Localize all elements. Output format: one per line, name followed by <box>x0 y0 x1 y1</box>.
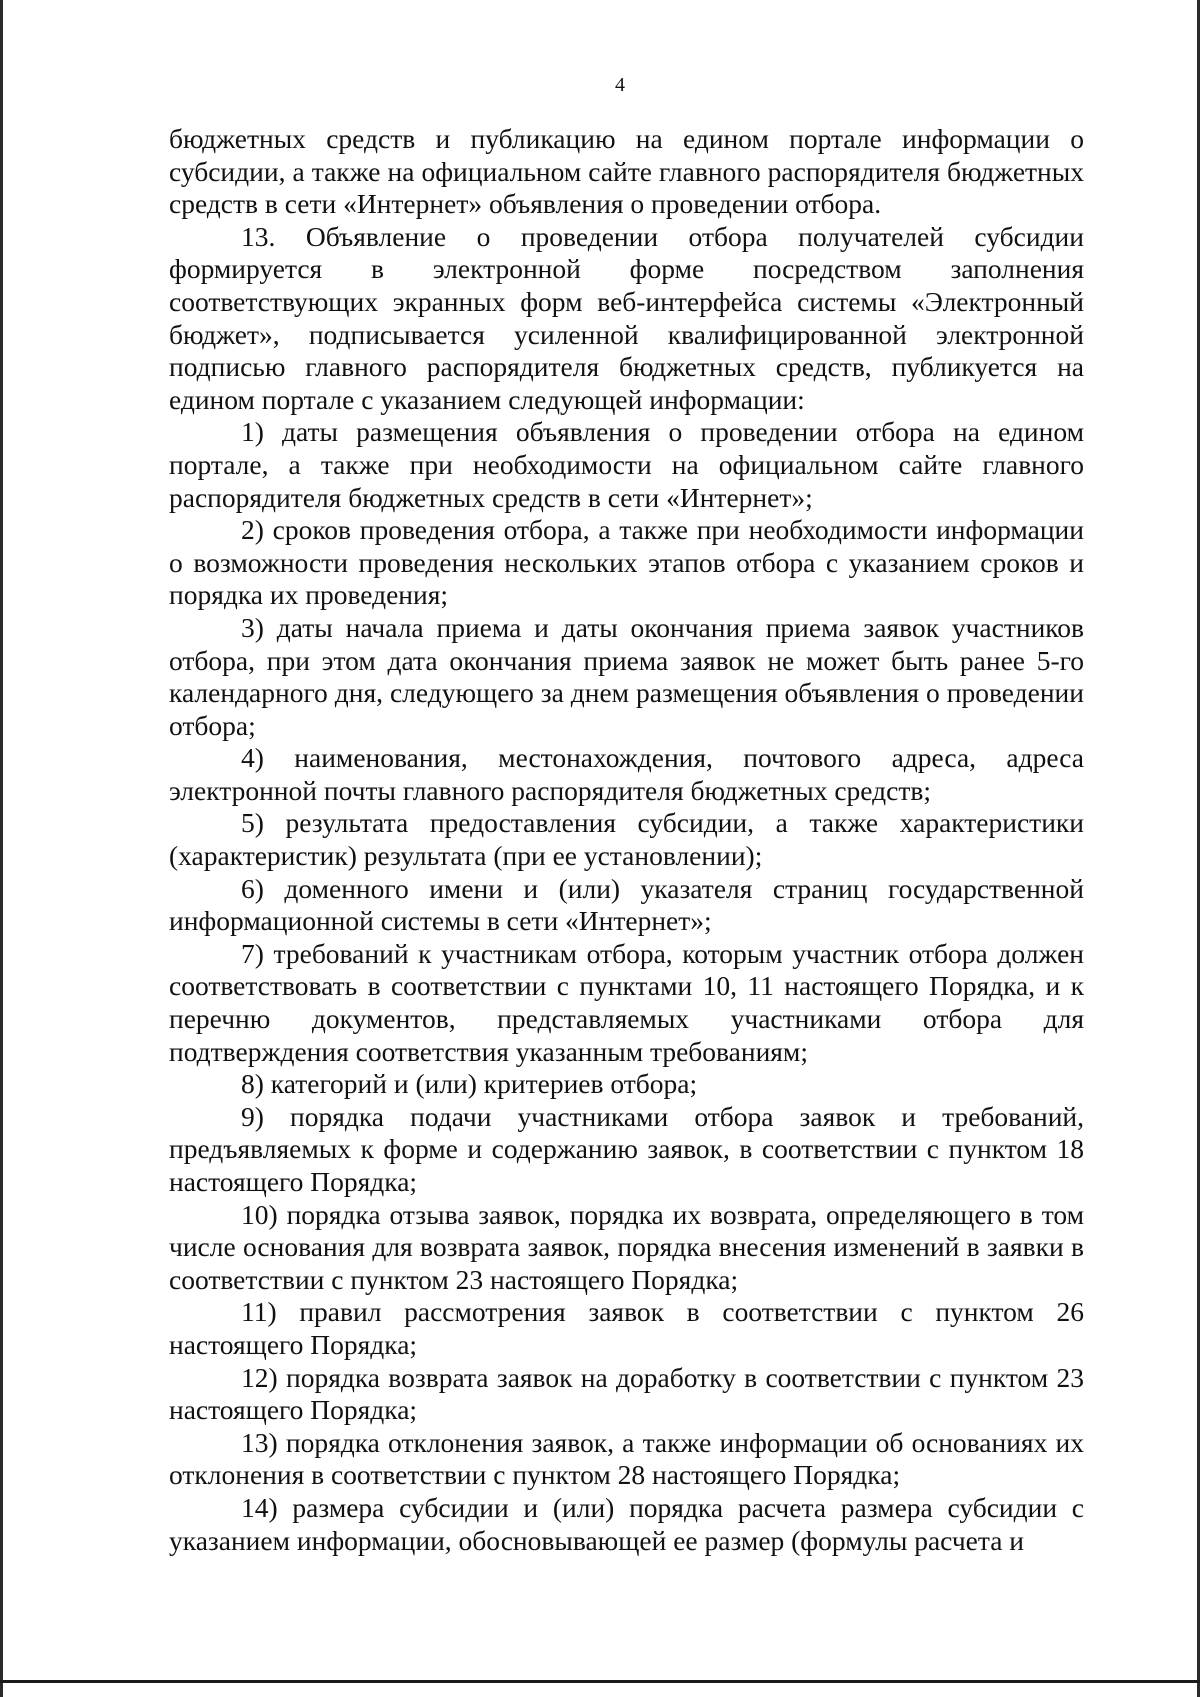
page-number: 4 <box>615 74 625 96</box>
scan-border-left <box>0 0 3 1697</box>
list-item-2: 2) сроков проведения отбора, а также при необходимости информации о возможности проведения нескольких этапов отбора с указанием сроков и порядка их проведения; <box>169 514 1084 611</box>
scan-border-bottom <box>0 1680 1200 1683</box>
list-item-4: 4) наименования, местонахождения, почтового адреса, адреса электронной почты главного распорядителя бюджетных средств; <box>169 742 1084 806</box>
paragraph-item-13: 13. Объявление о проведении отбора получателей субсидии формируется в электронной форме посредством заполнения соответствующих экранных форм веб-интерфейса системы «Электронный бюджет», подписывается усиленной квалифицированной электронной подписью главного распорядителя бюджетных средств, публикуется на едином портале с указанием следующей информации: <box>169 220 1084 415</box>
list-item-8: 8) категорий и (или) критериев отбора; <box>241 1068 698 1100</box>
list-item-1: 1) даты размещения объявления о проведении отбора на едином портале, а также при необходимости на официальном сайте главного распорядителя бюджетных средств в сети «Интернет»; <box>169 416 1084 513</box>
list-item-9: 9) порядка подачи участниками отбора заявок и требований, предъявляемых к форме и содержанию заявок, в соответствии с пунктом 18 настоящего Порядка; <box>169 1100 1084 1197</box>
list-item-7: 7) требований к участникам отбора, которым участник отбора должен соответствовать в соответствии с пунктами 10, 11 настоящего Порядка, и к перечню документов, представляемых участниками отбора для подтверждения соответствия указанным требованиям; <box>169 937 1084 1067</box>
list-item-13: 13) порядка отклонения заявок, а также информации об основаниях их отклонения в соответствии с пунктом 28 настоящего Порядка; <box>169 1426 1084 1491</box>
list-item-5: 5) результата предоставления субсидии, а также характеристики (характеристик) результата (при ее установлении); <box>169 807 1084 872</box>
list-item-11: 11) правил рассмотрения заявок в соответствии с пунктом 26 настоящего Порядка; <box>169 1296 1084 1360</box>
list-item-10: 10) порядка отзыва заявок, порядка их возврата, определяющего в том числе основания для возврата заявок, порядка внесения изменений в заявки в соответствии с пунктом 23 настоящего Порядка; <box>169 1198 1084 1295</box>
list-item-6: 6) доменного имени и (или) указателя страниц государственной информационной системы в сети «Интернет»; <box>169 872 1084 937</box>
list-item-14: 14) размера субсидии и (или) порядка расчета размера субсидии с указанием информации, обосновывающей ее размер (формулы расчета и <box>169 1491 1084 1556</box>
list-item-12: 12) порядка возврата заявок на доработку в соответствии с пунктом 23 настоящего Порядка; <box>169 1361 1084 1426</box>
paragraph-continuation: бюджетных средств и публикацию на едином портале информации о субсидии, а также на официальном сайте главного распорядителя бюджетных средств в сети «Интернет» объявления о проведении отбора. <box>169 123 1084 220</box>
document-body <box>169 123 1084 1557</box>
list-item-3: 3) даты начала приема и даты окончания приема заявок участников отбора, при этом дата окончания приема заявок не может быть ранее 5-го календарного дня, следующего за днем размещения объявления о проведении отбора; <box>169 611 1084 741</box>
